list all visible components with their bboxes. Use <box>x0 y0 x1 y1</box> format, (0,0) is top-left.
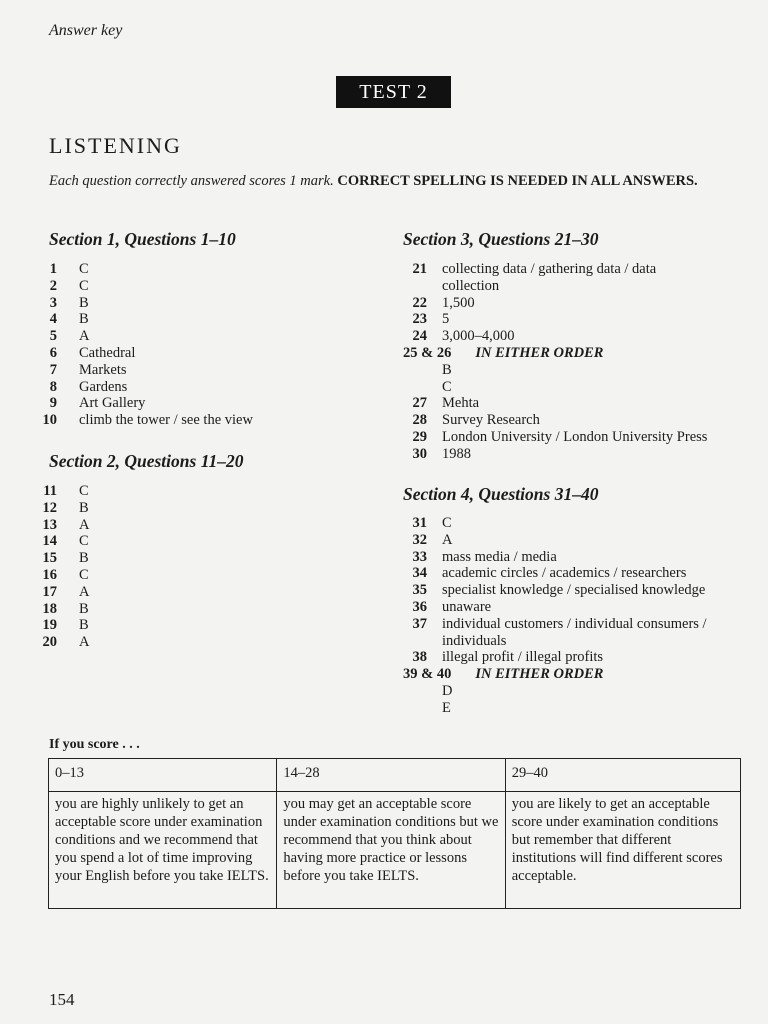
answer-row <box>403 328 748 345</box>
answer-row <box>403 515 748 532</box>
answer-row <box>41 311 341 328</box>
answer-line: collection <box>442 277 500 294</box>
answer-text: B <box>79 499 89 516</box>
answer-line: individuals <box>442 632 507 649</box>
question-number: 14 <box>42 533 57 550</box>
question-number: 19 <box>42 617 57 634</box>
answer-row <box>41 412 341 429</box>
either-order-label: IN EITHER ORDER <box>475 666 604 683</box>
question-number: 32 <box>412 531 427 548</box>
answer-text: 1,500 <box>442 294 475 311</box>
answer-text: unaware <box>442 598 492 615</box>
answer-row <box>41 278 341 295</box>
answer-row <box>41 295 341 312</box>
answer-text: Survey Research <box>442 412 540 429</box>
answer-text: A <box>79 516 90 533</box>
score-body-row <box>49 792 741 909</box>
answer-text: mass media / media <box>442 548 557 565</box>
answer-text: specialist knowledge / specialised knowledge <box>442 582 706 599</box>
answer-text: B <box>79 600 89 617</box>
question-number: 16 <box>42 566 57 583</box>
answer-row <box>41 584 341 601</box>
question-number: 1 <box>49 261 57 277</box>
answer-text: A <box>79 328 90 345</box>
question-number: 6 <box>49 344 57 361</box>
answer-key-label: Answer key <box>49 22 123 39</box>
question-number: 31 <box>412 515 427 531</box>
answer-text: B <box>79 294 89 311</box>
section2-title: Section 2, Questions 11–20 <box>49 451 244 471</box>
answer-row <box>403 395 748 412</box>
answer-text: C <box>442 515 452 531</box>
either-order-row <box>403 345 748 362</box>
answer-line: individual customers / individual consumers / <box>442 615 707 632</box>
answer-text: Mehta <box>442 395 480 412</box>
question-number: 36 <box>412 598 427 615</box>
section1-title: Section 1, Questions 1–10 <box>49 229 236 249</box>
question-number: 20 <box>42 634 57 651</box>
answer-row <box>41 328 341 345</box>
question-number: 33 <box>412 548 427 565</box>
question-number: 18 <box>42 600 57 617</box>
answer-row <box>41 550 341 567</box>
answer-text: illegal profit / illegal profits <box>442 649 604 666</box>
answer-text <box>442 616 748 650</box>
answer-row <box>41 379 341 396</box>
question-number: 29 <box>412 428 427 445</box>
answer-row <box>41 617 341 634</box>
section4-title: Section 4, Questions 31–40 <box>403 484 599 504</box>
answer-text: C <box>79 261 89 277</box>
answer-text: A <box>79 583 90 600</box>
section3-title: Section 3, Questions 21–30 <box>403 229 599 249</box>
answer-row <box>41 261 341 278</box>
answer-text: C <box>79 566 89 583</box>
answer-text <box>442 261 748 295</box>
answer-row <box>41 362 341 379</box>
answer-text: A <box>442 531 453 548</box>
question-number: 8 <box>49 378 57 395</box>
answer-line: collecting data / gathering data / data <box>442 261 657 277</box>
answer-text: C <box>79 533 89 550</box>
score-table <box>48 758 741 909</box>
question-number: 3 <box>49 294 57 311</box>
question-number: 22 <box>412 294 427 311</box>
answer-row <box>403 549 748 566</box>
answer-text: B <box>442 361 452 378</box>
answer-text: 1988 <box>442 445 471 462</box>
answer-row <box>403 616 748 650</box>
answer-row <box>403 412 748 429</box>
answer-row <box>403 311 748 328</box>
question-number: 4 <box>49 311 57 328</box>
answer-row <box>403 582 748 599</box>
instructions-italic: Each question correctly answered scores 1 mark. <box>49 173 334 189</box>
score-range: 14–28 <box>277 759 505 792</box>
question-number: 23 <box>412 311 427 328</box>
answer-text: 5 <box>442 311 450 328</box>
answer-row <box>403 446 748 463</box>
question-number: 13 <box>42 516 57 533</box>
question-number: 38 <box>412 649 427 666</box>
answer-text: C <box>79 277 89 294</box>
section2-answers <box>41 483 341 651</box>
answer-row <box>41 601 341 618</box>
score-description: you are likely to get an acceptable score under examination conditions but remember that different institutions will find different scores acceptable. <box>505 792 740 909</box>
answer-row <box>403 599 748 616</box>
question-number: 35 <box>412 582 427 599</box>
question-number: 28 <box>412 412 427 429</box>
answer-text: London University / London University Press <box>442 428 708 445</box>
either-order-row <box>403 666 748 683</box>
question-number: 17 <box>42 583 57 600</box>
answer-text: 3,000–4,000 <box>442 328 515 345</box>
instructions <box>49 173 719 190</box>
answer-text: C <box>442 378 452 395</box>
question-number: 27 <box>412 395 427 412</box>
section3-answers <box>403 261 748 463</box>
question-number: 37 <box>412 615 427 632</box>
answer-row <box>41 533 341 550</box>
instructions-bold: CORRECT SPELLING IS NEEDED IN ALL ANSWERS. <box>337 173 698 189</box>
answer-text: B <box>79 617 89 634</box>
score-table-label: If you score . . . <box>49 737 140 752</box>
answer-row <box>41 395 341 412</box>
section1-answers <box>41 261 341 429</box>
answer-row <box>41 345 341 362</box>
question-number: 9 <box>49 395 57 412</box>
answer-text: E <box>442 699 451 716</box>
score-range: 29–40 <box>505 759 740 792</box>
score-description: you may get an acceptable score under examination conditions but we recommend that you think about having more practice or lessons before you take IELTS. <box>277 792 505 909</box>
answer-row <box>403 429 748 446</box>
score-header-row <box>49 759 741 792</box>
question-number: 21 <box>412 261 427 277</box>
answer-row <box>403 532 748 549</box>
answer-text: Markets <box>79 361 127 378</box>
answer-text: B <box>79 311 89 328</box>
question-number: 11 <box>43 483 57 499</box>
test-title-badge: TEST 2 <box>336 76 451 108</box>
question-number: 7 <box>49 361 57 378</box>
question-number: 34 <box>412 565 427 582</box>
question-number: 25 & 26 <box>403 344 452 361</box>
answer-text: academic circles / academics / researchers <box>442 565 687 582</box>
question-number: 5 <box>49 328 57 345</box>
question-number: 10 <box>42 412 57 429</box>
answer-text: Gardens <box>79 378 128 395</box>
answer-text: D <box>442 682 453 699</box>
question-number: 24 <box>412 328 427 345</box>
question-number: 15 <box>42 550 57 567</box>
score-range: 0–13 <box>49 759 277 792</box>
answer-row <box>403 565 748 582</box>
answer-row <box>403 261 748 295</box>
answer-row <box>403 649 748 666</box>
answer-text: B <box>79 550 89 567</box>
answer-row <box>41 517 341 534</box>
answer-row <box>41 500 341 517</box>
answer-row <box>41 567 341 584</box>
either-order-label: IN EITHER ORDER <box>475 344 604 361</box>
score-description: you are highly unlikely to get an acceptable score under examination conditions and we recommend that you spend a lot of time improving your English before you take IELTS. <box>49 792 277 909</box>
answer-text: Cathedral <box>79 344 136 361</box>
question-number: 30 <box>412 445 427 462</box>
answer-row <box>41 483 341 500</box>
answer-row <box>403 295 748 312</box>
answer-text: C <box>79 483 89 499</box>
answer-row <box>41 634 341 651</box>
answer-text: climb the tower / see the view <box>79 412 253 429</box>
answer-text: Art Gallery <box>79 395 146 412</box>
section4-answers <box>403 515 748 717</box>
question-number: 2 <box>49 277 57 294</box>
page-number: 154 <box>49 990 75 1009</box>
answer-text: A <box>79 634 90 651</box>
section-heading: LISTENING <box>49 133 182 158</box>
question-number: 12 <box>42 499 57 516</box>
question-number: 39 & 40 <box>403 666 452 683</box>
